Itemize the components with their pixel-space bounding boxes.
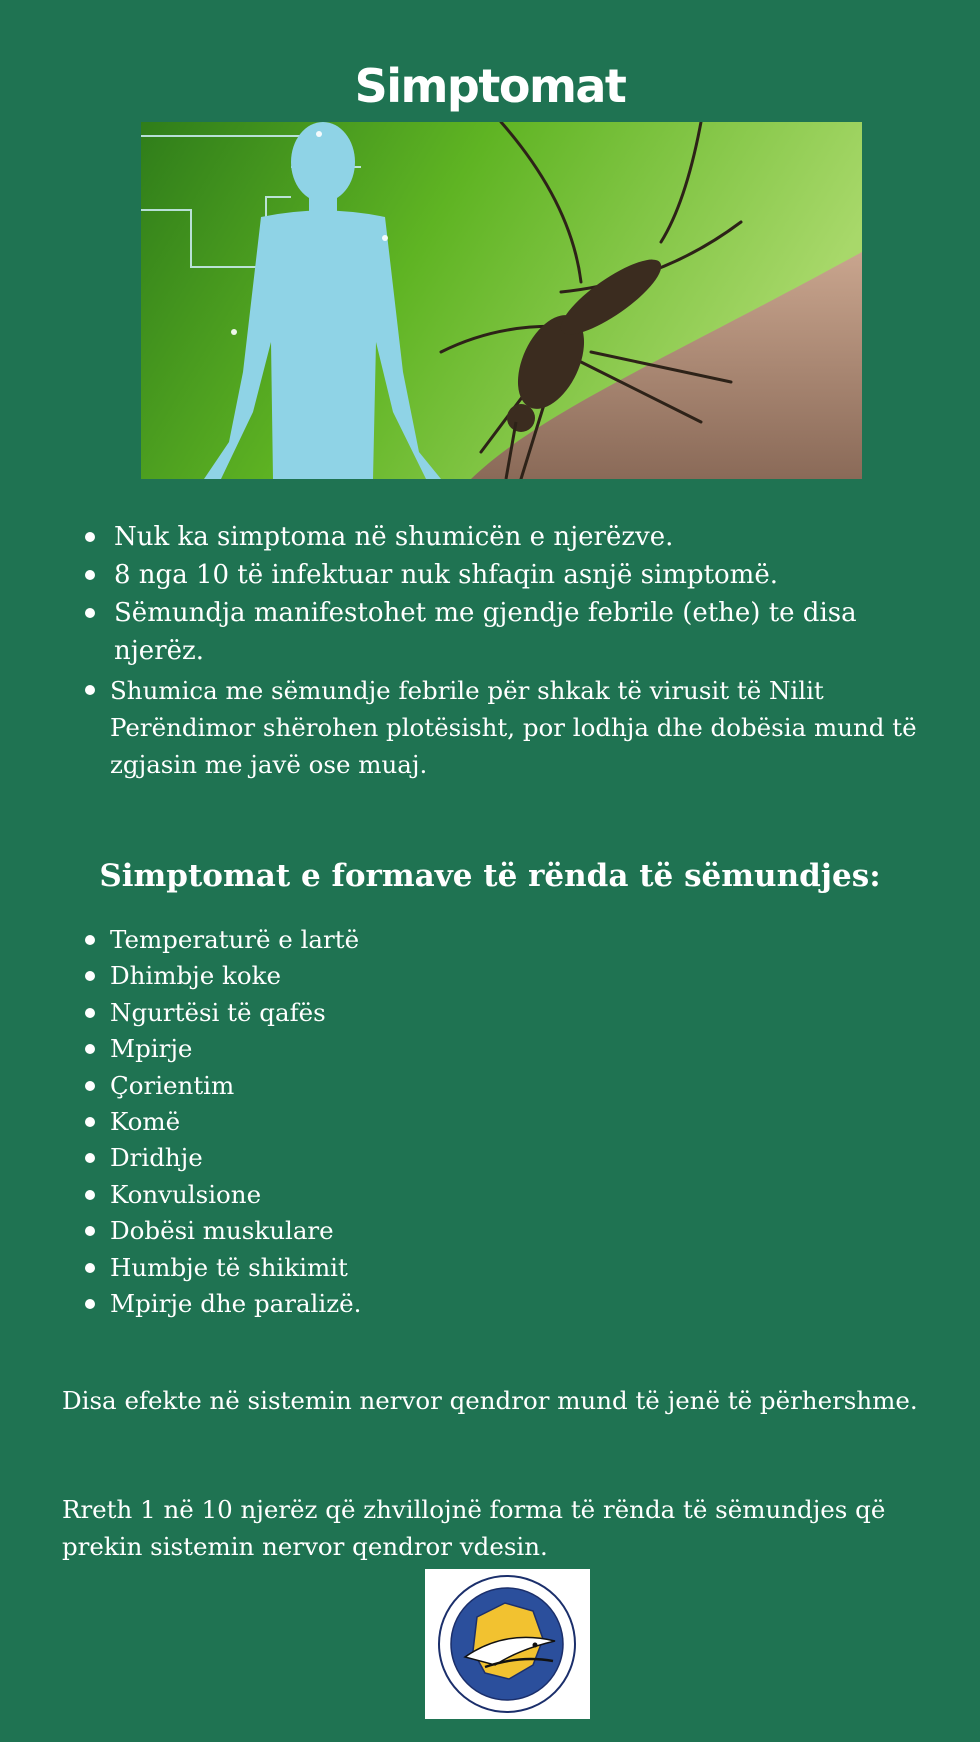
list-item: Temperaturë e lartë: [110, 922, 710, 958]
list-item: Konvulsione: [110, 1177, 710, 1213]
list-item: Sëmundja manifestohet me gjendje febrile (ethe) te disa njerëz.: [114, 594, 934, 670]
list-item: Dhimbje koke: [110, 958, 710, 994]
list-item: 8 nga 10 të infektuar nuk shfaqin asnjë simptomë.: [114, 556, 934, 594]
permanent-effects-paragraph: Disa efekte në sistemin nervor qendror mund të jenë të përhershme.: [62, 1385, 918, 1415]
list-item: Çorientim: [110, 1068, 710, 1104]
list-item: Mpirje dhe paralizë.: [110, 1286, 710, 1322]
mortality-paragraph: Rreth 1 në 10 njerëz që zhvillojnë forma të rënda të sëmundjes që prekin sistemin nervor qendror vdesin.: [62, 1494, 886, 1561]
page-title: Simptomat: [354, 58, 626, 113]
list-item: Dridhje: [110, 1140, 710, 1176]
list-item: Ngurtësi të qafës: [110, 995, 710, 1031]
institute-logo: [425, 1569, 590, 1719]
list-item: Humbje të shikimit: [110, 1250, 710, 1286]
list-item: Dobësi muskulare: [110, 1213, 710, 1249]
severe-symptom-list: [110, 922, 710, 1322]
list-item: Komë: [110, 1104, 710, 1140]
mosquito-human-illustration: [141, 122, 862, 479]
list-item: Shumica me sëmundje febrile për shkak të virusit të Nilit Perëndimor shërohen plotësisht, por lodhja dhe dobësia mund të zgjasin me javë ose muaj.: [110, 672, 934, 783]
intro-symptom-list: [110, 518, 934, 783]
list-item: Nuk ka simptoma në shumicën e njerëzve.: [114, 518, 934, 556]
list-item: Mpirje: [110, 1031, 710, 1067]
severe-forms-heading: Simptomat e formave të rënda të sëmundjes:: [99, 857, 881, 894]
